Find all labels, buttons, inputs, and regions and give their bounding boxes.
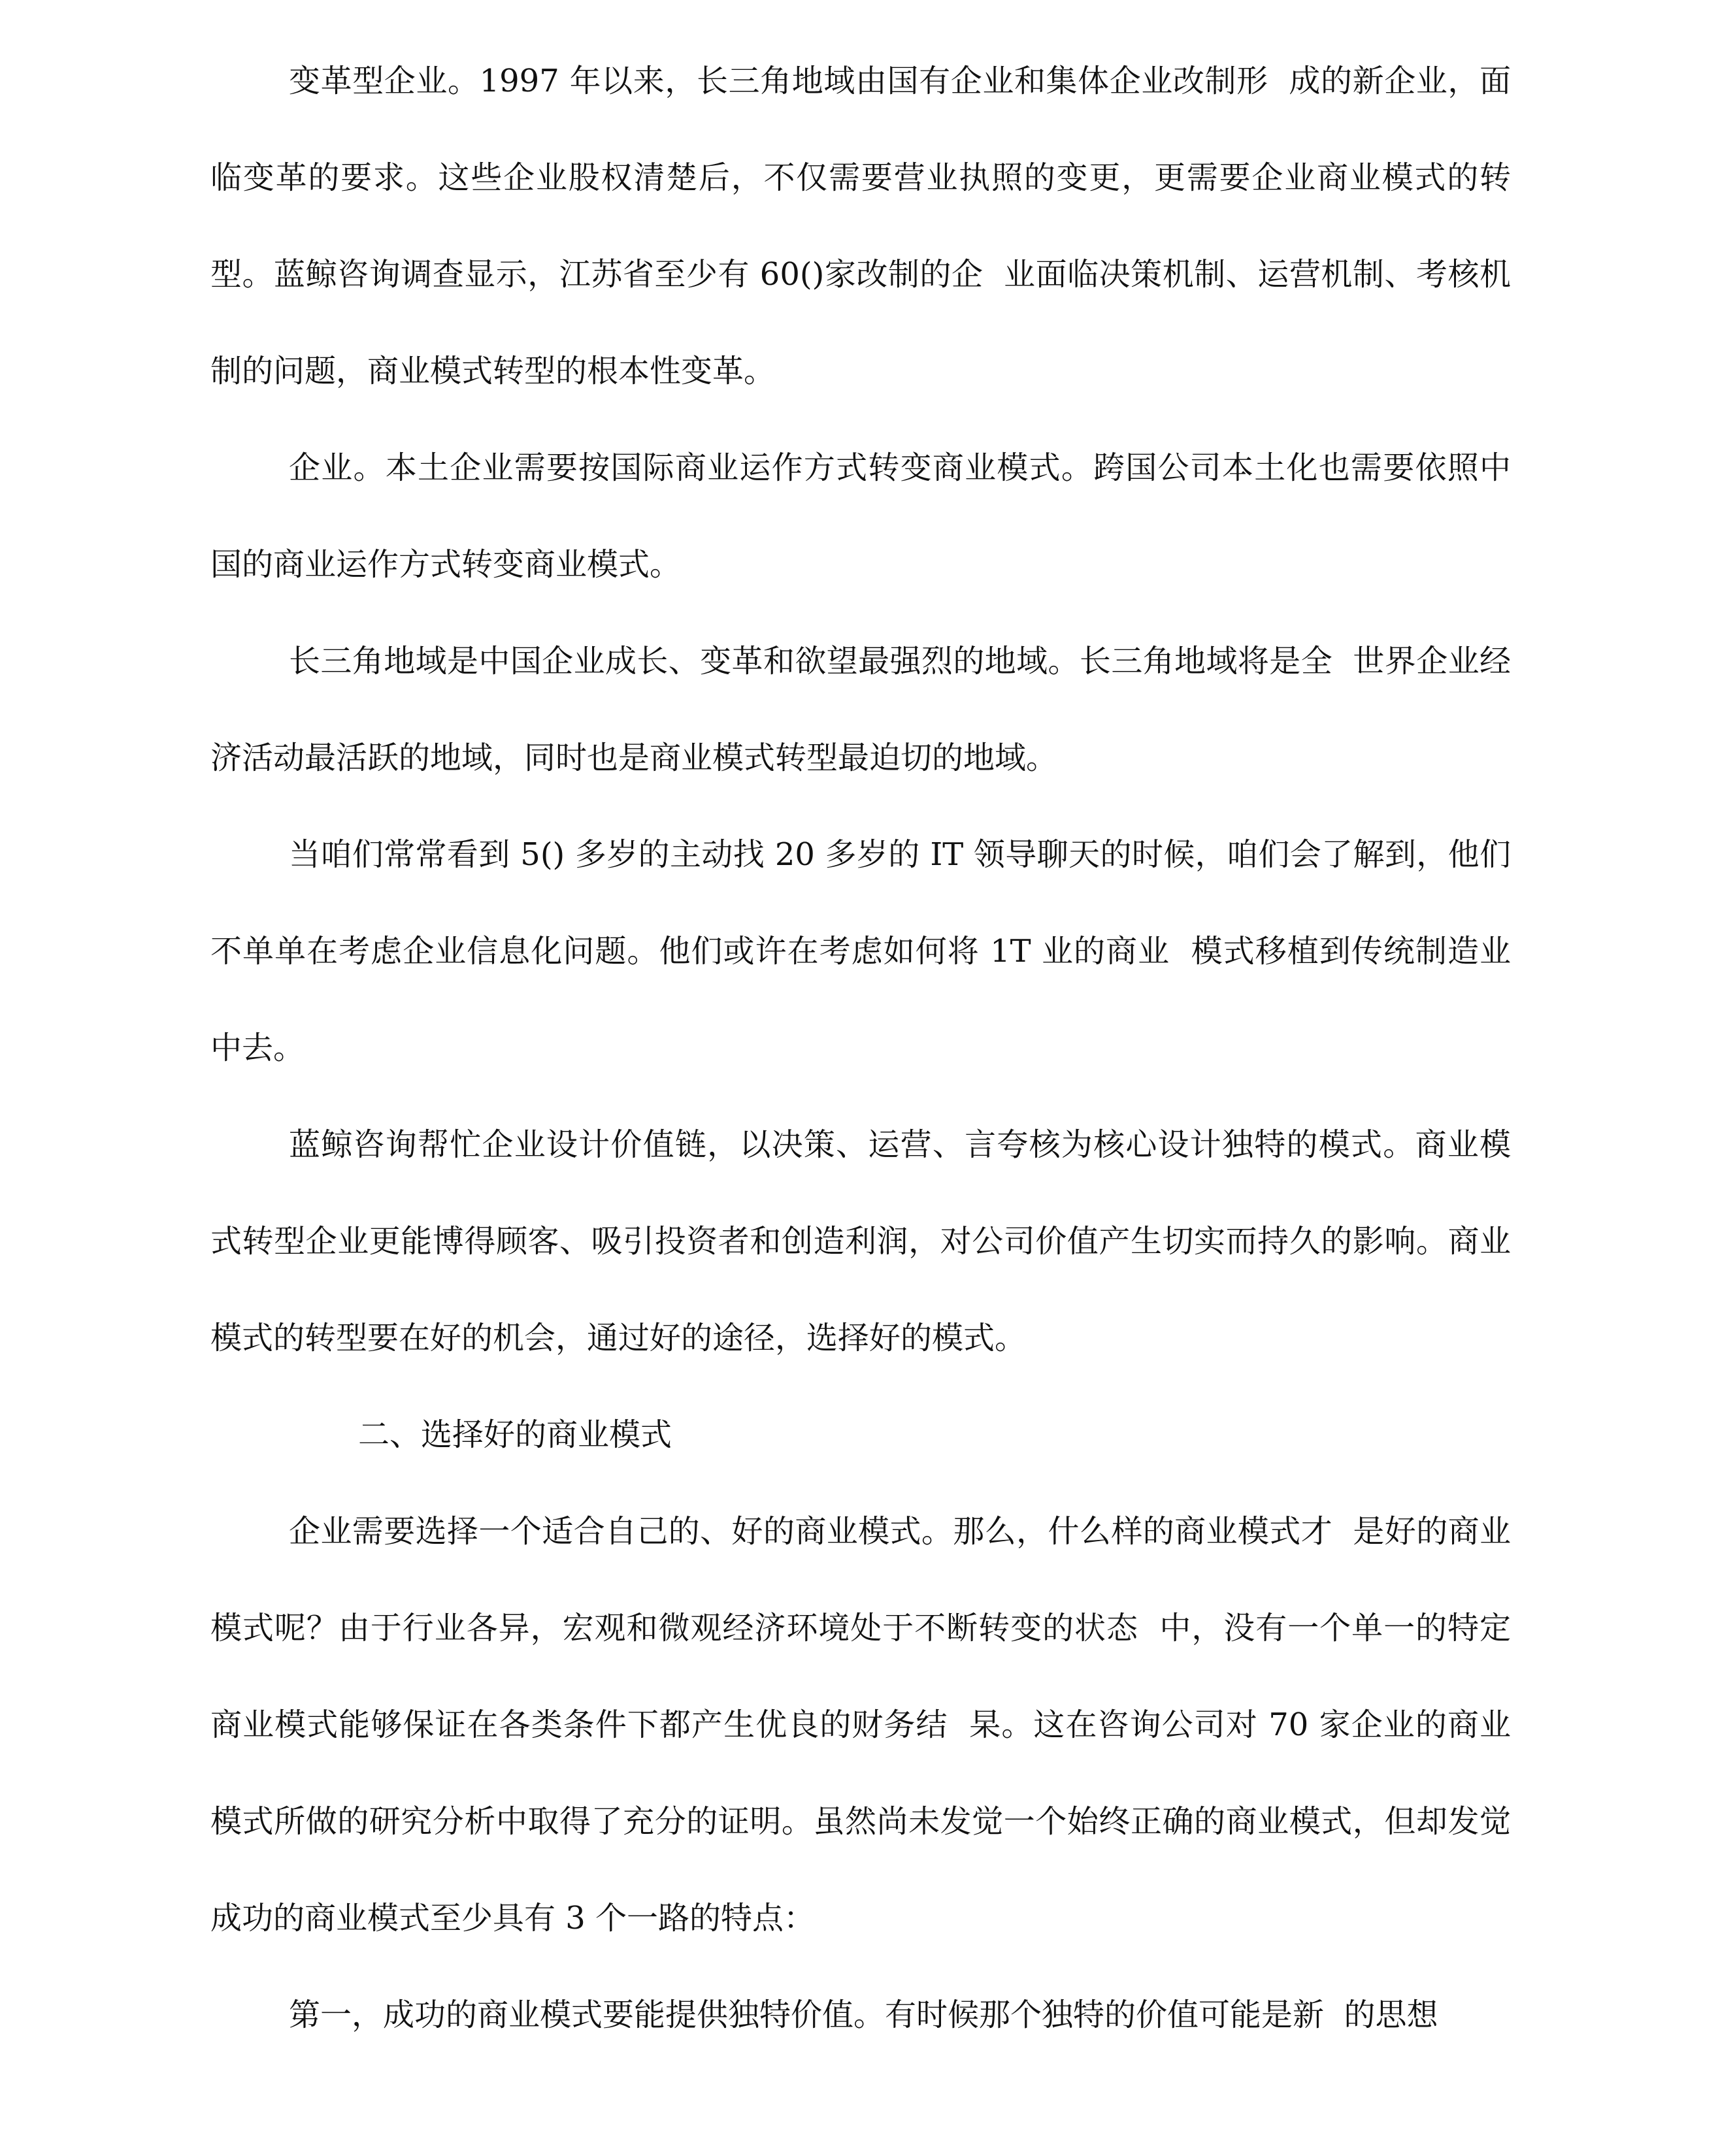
paragraph-value-chain: 蓝鲸咨询帮忙企业设计价值链，以决策、运营、言夸核为核心设计独特的模式。商业模式转型企业更能博得顾客、吸引投资者和创造利润，对公司价值产生切实而持久的影响。商业模式的转型要在好的机会，通过好的途径，选择好的模式。 xyxy=(210,1126,1511,1356)
paragraph-transformation-enterprises: 变革型企业。1997 年以来，长三角地域由国有企业和集体企业改制形 成的新企业，面临变革的要求。这些企业股权清楚后，不仅需要营业执照的变更，更需要企业商业模式的转型。蓝鲸咨询调查显示，江苏省至少有 60()家改制的企 业面临决策机制、运营机制、考核机制的问题，商业模式转型的根本性变革。 xyxy=(210,63,1511,389)
section-heading: 二、选择好的商业模式 xyxy=(358,1416,672,1453)
paragraph-yangtze-delta: 长三角地域是中国企业成长、变革和欲望最强烈的地域。长三角地域将是全 世界企业经济活动最活跃的地域，同时也是商业模式转型最迫切的地域。 xyxy=(210,643,1511,776)
paragraph-choose-model: 企业需要选择一个适合自己的、好的商业模式。那么，什么样的商业模式才 是好的商业模式呢？由于行业各异，宏观和微观经济环境处于不断转变的状态 中，没有一个单一的特定商业模式能够保证在各类条件下都产生优良的财务结 杲。这在咨询公司对 70 家企业的商业模式所做的研究分析中取得了充分的证明。虽然尚未发觉一个始终正确的商业模式，但却发觉成功的商业模式至少具有 3 个一路的特点： xyxy=(210,1513,1511,1936)
paragraph-it-leaders: 当咱们常常看到 5() 多岁的主动找 20 多岁的 IT 领导聊天的时候，咱们会了解到，他们不单单在考虑企业信息化问题。他们或许在考虑如何将 1T 业的商业 模式移植到传统制造业中去。 xyxy=(210,836,1511,1066)
document-body xyxy=(210,33,1511,2063)
paragraph-unique-value: 第一，成功的商业模式要能提供独特价值。有时候那个独特的价值可能是新 的思想 xyxy=(289,1997,1438,2033)
paragraph-localization: 企业。本土企业需要按国际商业运作方式转变商业模式。跨国公司本土化也需要依照中国的商业运作方式转变商业模式。 xyxy=(210,449,1511,583)
